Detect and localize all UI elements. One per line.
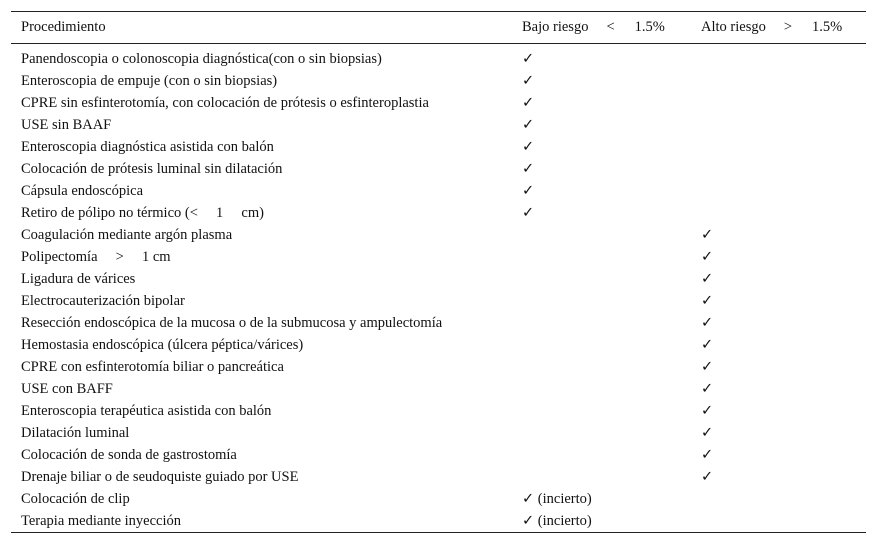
table-row [11, 180, 866, 202]
header-low-risk-value: 1.5% [634, 19, 665, 35]
procedure-cell: Colocación de clip [21, 490, 130, 507]
procedure-cell: Retiro de pólipo no térmico (< 1 cm) [21, 204, 264, 221]
high-risk-cell: ✓ [701, 446, 714, 463]
table-row [11, 378, 866, 400]
high-risk-cell [691, 92, 866, 114]
low-risk-cell: ✓ (incierto) [522, 490, 592, 507]
high-risk-cell [691, 510, 866, 533]
table-row [11, 246, 866, 268]
table-row [11, 356, 866, 378]
header-high-risk-value: 1.5% [812, 19, 843, 35]
high-risk-cell: ✓ [701, 248, 714, 265]
low-risk-cell [512, 290, 691, 312]
table-row [11, 312, 866, 334]
procedure-cell: USE con BAFF [21, 380, 113, 397]
procedure-cell: Enteroscopia de empuje (con o sin biopsias) [21, 72, 278, 89]
low-risk-cell [512, 466, 691, 488]
table-row [11, 466, 866, 488]
table-row [11, 510, 866, 533]
low-risk-cell: ✓ [522, 116, 535, 133]
low-risk-cell [512, 422, 691, 444]
header-high-risk-operator: > [783, 19, 793, 35]
table-body [11, 44, 866, 533]
table-row [11, 202, 866, 224]
low-risk-cell: ✓ [522, 94, 535, 111]
high-risk-cell: ✓ [701, 292, 714, 309]
table-row [11, 158, 866, 180]
high-risk-cell: ✓ [701, 358, 714, 375]
low-risk-cell [512, 312, 691, 334]
table-row [11, 268, 866, 290]
low-risk-cell: ✓ (incierto) [522, 512, 592, 529]
table-row [11, 400, 866, 422]
table-row [11, 92, 866, 114]
high-risk-cell [691, 136, 866, 158]
low-risk-cell [512, 268, 691, 290]
table-row [11, 488, 866, 510]
table-row [11, 290, 866, 312]
high-risk-cell: ✓ [701, 270, 714, 287]
low-risk-cell [512, 400, 691, 422]
low-risk-cell: ✓ [522, 72, 535, 89]
header-procedure: Procedimiento [21, 19, 106, 35]
high-risk-cell [691, 158, 866, 180]
high-risk-cell: ✓ [701, 226, 714, 243]
low-risk-cell: ✓ [522, 160, 535, 177]
procedure-cell: Ligadura de várices [21, 270, 136, 287]
procedure-cell: USE sin BAAF [21, 116, 112, 133]
table-row [11, 44, 866, 71]
table-row [11, 334, 866, 356]
procedure-cell: Electrocauterización bipolar [21, 292, 185, 309]
low-risk-cell: ✓ [522, 182, 535, 199]
low-risk-cell [512, 444, 691, 466]
high-risk-cell [691, 488, 866, 510]
procedure-cell: Drenaje biliar o de seudoquiste guiado por USE [21, 468, 299, 485]
procedure-cell: Coagulación mediante argón plasma [21, 226, 233, 243]
procedure-cell: Dilatación luminal [21, 424, 130, 441]
low-risk-cell [512, 356, 691, 378]
table-row [11, 224, 866, 246]
low-risk-cell [512, 224, 691, 246]
header-row [11, 12, 866, 44]
procedure-cell: Colocación de sonda de gastrostomía [21, 446, 237, 463]
procedure-cell: CPRE con esfinterotomía biliar o pancreática [21, 358, 284, 375]
low-risk-cell [512, 246, 691, 268]
procedure-cell: Resección endoscópica de la mucosa o de la submucosa y ampulectomía [21, 314, 443, 331]
high-risk-cell: ✓ [701, 314, 714, 331]
procedure-cell: Colocación de prótesis luminal sin dilatación [21, 160, 283, 177]
high-risk-cell: ✓ [701, 468, 714, 485]
high-risk-cell: ✓ [701, 424, 714, 441]
high-risk-cell: ✓ [701, 380, 714, 397]
procedure-cell: Cápsula endoscópica [21, 182, 144, 199]
table-header [11, 12, 866, 44]
table-row [11, 70, 866, 92]
high-risk-cell: ✓ [701, 402, 714, 419]
table-row [11, 136, 866, 158]
low-risk-cell: ✓ [522, 50, 535, 67]
high-risk-cell [691, 180, 866, 202]
procedure-cell: Hemostasia endoscópica (úlcera péptica/várices) [21, 336, 304, 353]
high-risk-cell [691, 114, 866, 136]
procedure-cell: Panendoscopia o colonoscopia diagnóstica(con o sin biopsias) [21, 50, 382, 67]
procedure-cell: Enteroscopia diagnóstica asistida con balón [21, 138, 274, 155]
header-high-risk [691, 12, 866, 44]
table-row [11, 422, 866, 444]
table-row [11, 444, 866, 466]
header-low-risk [512, 12, 691, 44]
high-risk-cell [691, 44, 866, 71]
high-risk-cell: ✓ [701, 336, 714, 353]
procedure-risk-table [11, 11, 866, 533]
table-row [11, 114, 866, 136]
header-low-risk-operator: < [606, 19, 615, 35]
low-risk-cell: ✓ [522, 138, 535, 155]
low-risk-cell [512, 378, 691, 400]
risk-table-container [11, 11, 866, 533]
high-risk-cell [691, 202, 866, 224]
procedure-cell: Terapia mediante inyección [21, 512, 182, 529]
procedure-cell: Polipectomía > 1 cm [21, 248, 171, 265]
procedure-cell: CPRE sin esfinterotomía, con colocación de prótesis o esfinteroplastia [21, 94, 429, 111]
low-risk-cell: ✓ [522, 204, 535, 221]
low-risk-cell [512, 334, 691, 356]
header-low-risk-label: Bajo riesgo [522, 19, 589, 35]
header-high-risk-label: Alto riesgo [701, 19, 766, 35]
procedure-cell: Enteroscopia terapéutica asistida con balón [21, 402, 272, 419]
high-risk-cell [691, 70, 866, 92]
